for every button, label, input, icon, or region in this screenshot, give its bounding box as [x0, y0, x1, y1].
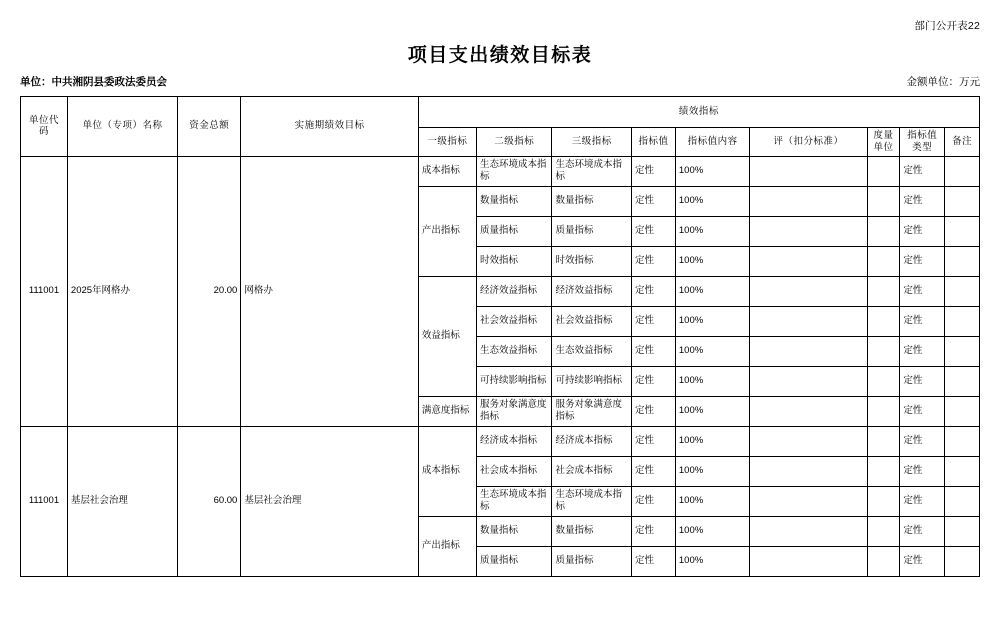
- cell-level3: 经济成本指标: [552, 426, 632, 456]
- cell-indicator-value-content: 100%: [675, 336, 749, 366]
- cell-indicator-value-content: 100%: [675, 246, 749, 276]
- th-unit-code: 单位代码: [21, 97, 68, 157]
- cell-review-standard: [750, 396, 867, 426]
- amount-unit-label: 金额单位：万元: [906, 76, 980, 88]
- cell-level2: 数量指标: [476, 186, 551, 216]
- cell-level1: 效益指标: [418, 276, 476, 396]
- cell-review-standard: [750, 246, 867, 276]
- cell-measure-unit: [867, 456, 900, 486]
- cell-remark: [945, 396, 980, 426]
- cell-review-standard: [750, 486, 867, 516]
- cell-remark: [945, 156, 980, 186]
- th-level3: 三级指标: [552, 128, 632, 157]
- cell-level3: 社会效益指标: [552, 306, 632, 336]
- cell-measure-unit: [867, 546, 900, 576]
- cell-value-type: 定性: [900, 306, 945, 336]
- cell-measure-unit: [867, 486, 900, 516]
- cell-level2: 生态环境成本指标: [476, 156, 551, 186]
- cell-indicator-value-content: 100%: [675, 186, 749, 216]
- cell-indicator-value-content: 100%: [675, 306, 749, 336]
- cell-level2: 质量指标: [476, 546, 551, 576]
- cell-indicator-value: 定性: [632, 156, 676, 186]
- cell-measure-unit: [867, 396, 900, 426]
- cell-value-type: 定性: [900, 156, 945, 186]
- cell-level2: 经济效益指标: [476, 276, 551, 306]
- cell-indicator-value: 定性: [632, 366, 676, 396]
- cell-remark: [945, 426, 980, 456]
- form-number-tag: 部门公开表22: [914, 20, 980, 32]
- cell-indicator-value: 定性: [632, 186, 676, 216]
- cell-level3: 时效指标: [552, 246, 632, 276]
- cell-review-standard: [750, 426, 867, 456]
- cell-level3: 服务对象满意度指标: [552, 396, 632, 426]
- cell-period-goal: 网格办: [241, 156, 419, 426]
- cell-level3: 质量指标: [552, 216, 632, 246]
- cell-level1: 产出指标: [418, 516, 476, 576]
- cell-period-goal: 基层社会治理: [241, 426, 419, 576]
- cell-level2: 社会效益指标: [476, 306, 551, 336]
- cell-level1: 成本指标: [418, 426, 476, 516]
- cell-level3: 社会成本指标: [552, 456, 632, 486]
- th-performance-group: 绩效指标: [418, 97, 979, 128]
- cell-indicator-value: 定性: [632, 306, 676, 336]
- cell-indicator-value-content: 100%: [675, 426, 749, 456]
- cell-value-type: 定性: [900, 186, 945, 216]
- th-total-funds: 资金总额: [178, 97, 241, 157]
- cell-review-standard: [750, 336, 867, 366]
- cell-level3: 经济效益指标: [552, 276, 632, 306]
- cell-measure-unit: [867, 336, 900, 366]
- cell-level3: 生态环境成本指标: [552, 156, 632, 186]
- cell-measure-unit: [867, 516, 900, 546]
- cell-remark: [945, 486, 980, 516]
- cell-measure-unit: [867, 156, 900, 186]
- cell-level2: 服务对象满意度指标: [476, 396, 551, 426]
- cell-value-type: 定性: [900, 366, 945, 396]
- cell-remark: [945, 246, 980, 276]
- table-row: [21, 156, 980, 186]
- cell-measure-unit: [867, 306, 900, 336]
- cell-indicator-value-content: 100%: [675, 366, 749, 396]
- cell-unit-code: 111001: [21, 156, 68, 426]
- cell-value-type: 定性: [900, 486, 945, 516]
- meta-row: [20, 74, 980, 88]
- cell-indicator-value: 定性: [632, 516, 676, 546]
- cell-unit-name: 2025年网格办: [67, 156, 177, 426]
- cell-remark: [945, 336, 980, 366]
- cell-level3: 数量指标: [552, 186, 632, 216]
- th-indicator-value-content: 指标值内容: [675, 128, 749, 157]
- cell-review-standard: [750, 366, 867, 396]
- table-row: [21, 426, 980, 456]
- th-unit-name: 单位（专项）名称: [67, 97, 177, 157]
- cell-review-standard: [750, 186, 867, 216]
- cell-level2: 可持续影响指标: [476, 366, 551, 396]
- cell-indicator-value: 定性: [632, 456, 676, 486]
- cell-level2: 质量指标: [476, 216, 551, 246]
- cell-indicator-value-content: 100%: [675, 396, 749, 426]
- th-measure-unit: 度量单位: [867, 128, 900, 157]
- cell-level2: 经济成本指标: [476, 426, 551, 456]
- cell-value-type: 定性: [900, 396, 945, 426]
- cell-remark: [945, 216, 980, 246]
- cell-value-type: 定性: [900, 456, 945, 486]
- cell-indicator-value: 定性: [632, 426, 676, 456]
- cell-level2: 生态环境成本指标: [476, 486, 551, 516]
- cell-value-type: 定性: [900, 246, 945, 276]
- performance-goal-table: [20, 96, 980, 577]
- cell-review-standard: [750, 276, 867, 306]
- cell-indicator-value: 定性: [632, 336, 676, 366]
- cell-level3: 生态效益指标: [552, 336, 632, 366]
- cell-level1: 满意度指标: [418, 396, 476, 426]
- cell-level3: 可持续影响指标: [552, 366, 632, 396]
- cell-indicator-value: 定性: [632, 396, 676, 426]
- cell-remark: [945, 276, 980, 306]
- table-body: [21, 156, 980, 576]
- cell-unit-code: 111001: [21, 426, 68, 576]
- th-level1: 一级指标: [418, 128, 476, 157]
- page-title: 项目支出绩效目标表: [407, 45, 593, 66]
- th-remark: 备注: [945, 128, 980, 157]
- cell-measure-unit: [867, 186, 900, 216]
- cell-value-type: 定性: [900, 276, 945, 306]
- cell-measure-unit: [867, 246, 900, 276]
- unit-label: 单位：中共湘阴县委政法委员会: [20, 76, 167, 88]
- cell-indicator-value-content: 100%: [675, 486, 749, 516]
- cell-indicator-value: 定性: [632, 276, 676, 306]
- cell-indicator-value-content: 100%: [675, 276, 749, 306]
- cell-review-standard: [750, 456, 867, 486]
- th-level2: 二级指标: [476, 128, 551, 157]
- th-value-type: 指标值类型: [900, 128, 945, 157]
- cell-value-type: 定性: [900, 336, 945, 366]
- cell-review-standard: [750, 516, 867, 546]
- cell-total-funds: 20.00: [178, 156, 241, 426]
- cell-total-funds: 60.00: [178, 426, 241, 576]
- cell-level2: 社会成本指标: [476, 456, 551, 486]
- cell-indicator-value-content: 100%: [675, 546, 749, 576]
- cell-value-type: 定性: [900, 516, 945, 546]
- th-indicator-value: 指标值: [632, 128, 676, 157]
- cell-level3: 质量指标: [552, 546, 632, 576]
- cell-remark: [945, 366, 980, 396]
- cell-level2: 时效指标: [476, 246, 551, 276]
- cell-value-type: 定性: [900, 546, 945, 576]
- cell-level3: 生态环境成本指标: [552, 486, 632, 516]
- th-review-standard: 评（扣分标准）: [750, 128, 867, 157]
- cell-level1: 产出指标: [418, 186, 476, 276]
- cell-review-standard: [750, 306, 867, 336]
- cell-indicator-value-content: 100%: [675, 456, 749, 486]
- cell-value-type: 定性: [900, 216, 945, 246]
- cell-remark: [945, 456, 980, 486]
- cell-review-standard: [750, 546, 867, 576]
- th-period-goal: 实施期绩效目标: [241, 97, 419, 157]
- cell-remark: [945, 516, 980, 546]
- cell-level2: 数量指标: [476, 516, 551, 546]
- cell-level2: 生态效益指标: [476, 336, 551, 366]
- cell-remark: [945, 546, 980, 576]
- table-head: [21, 97, 980, 157]
- cell-indicator-value-content: 100%: [675, 216, 749, 246]
- cell-measure-unit: [867, 366, 900, 396]
- cell-measure-unit: [867, 216, 900, 246]
- cell-indicator-value-content: 100%: [675, 156, 749, 186]
- cell-indicator-value: 定性: [632, 486, 676, 516]
- cell-remark: [945, 306, 980, 336]
- cell-level3: 数量指标: [552, 516, 632, 546]
- cell-measure-unit: [867, 426, 900, 456]
- cell-indicator-value: 定性: [632, 546, 676, 576]
- table-header-row-1: [21, 97, 980, 128]
- cell-unit-name: 基层社会治理: [67, 426, 177, 576]
- cell-indicator-value-content: 100%: [675, 516, 749, 546]
- cell-review-standard: [750, 156, 867, 186]
- cell-review-standard: [750, 216, 867, 246]
- cell-indicator-value: 定性: [632, 246, 676, 276]
- cell-measure-unit: [867, 276, 900, 306]
- cell-remark: [945, 186, 980, 216]
- cell-value-type: 定性: [900, 426, 945, 456]
- cell-level1: 成本指标: [418, 156, 476, 186]
- cell-indicator-value: 定性: [632, 216, 676, 246]
